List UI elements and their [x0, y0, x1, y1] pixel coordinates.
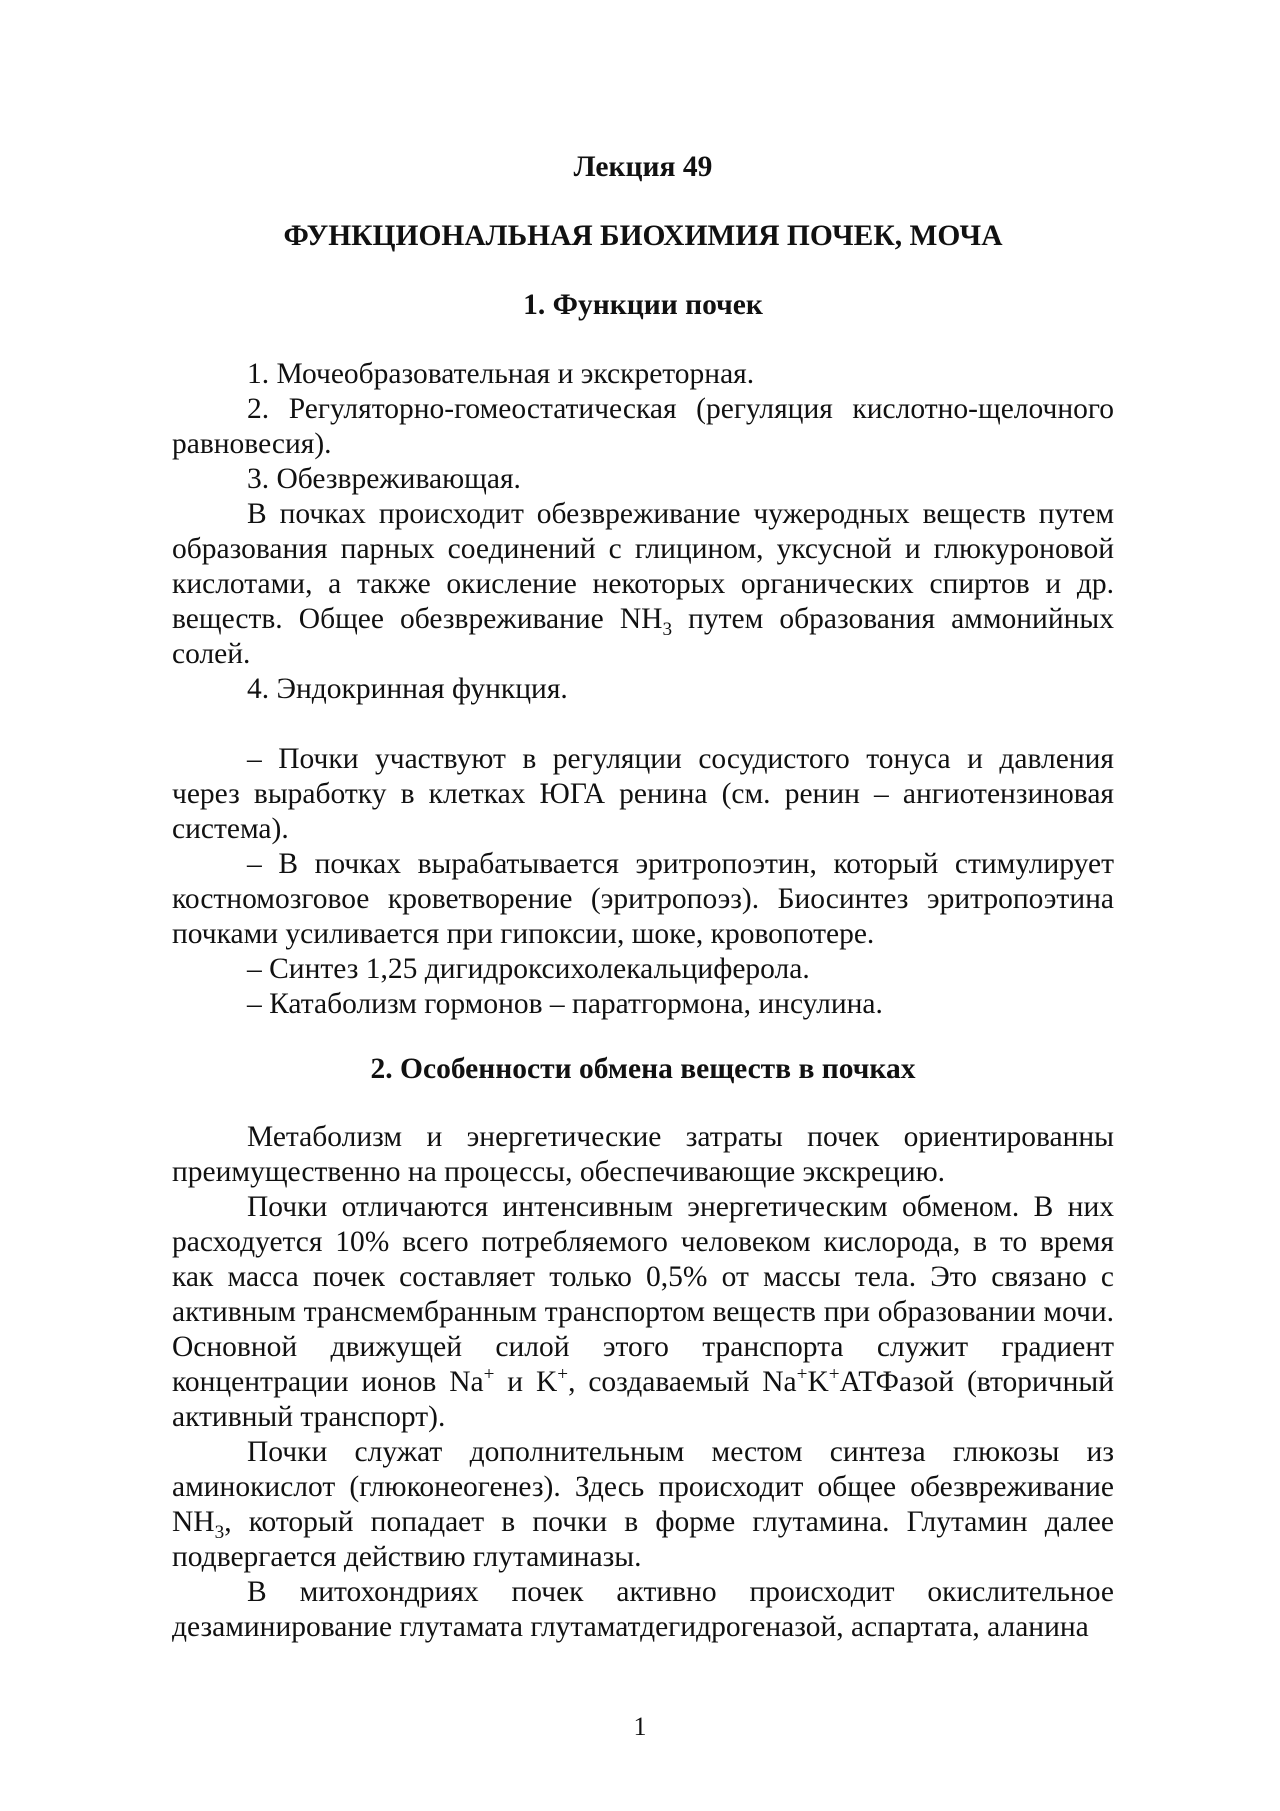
section-heading-metabolism: 2. Особенности обмена веществ в почках	[370, 1053, 916, 1085]
paragraph-calciferol: – Синтез 1,25 дигидроксихолекальциферола.	[247, 953, 810, 985]
paragraph-mitochondria: В митохондриях почек активно происходит окислительное дезаминирование глутамата глутаматдегидрогеназой, аспартата, аланина	[172, 1576, 1114, 1643]
list-item-urine-formation: 1. Мочеобразовательная и экскреторная.	[247, 358, 755, 390]
paragraph-hormone-catabolism: – Катаболизм гормонов – паратгормона, инсулина.	[247, 988, 883, 1020]
list-item-endocrine: 4. Эндокринная функция.	[247, 673, 568, 705]
list-item-detoxifying: 3. Обезвреживающая.	[247, 463, 521, 495]
main-title: ФУНКЦИОНАЛЬНАЯ БИОХИМИЯ ПОЧЕК, МОЧА	[283, 220, 1003, 252]
page-content	[172, 150, 1114, 1645]
paragraph-renin: – Почки участвуют в регуляции сосудистого тонуса и давления через выработку в клетках ЮГА ренина (см. ренин – ангиотензиновая система).	[172, 743, 1114, 845]
paragraph-gluconeogenesis: Почки служат дополнительным местом синтеза глюкозы из аминокислот (глюконеогенез). Здесь происходит общее обезвреживание $NH_3$, который попадает в почки в форме глутамина. Глутамин далее подвергается действию глутаминазы.	[172, 1436, 1114, 1573]
paragraph-erythropoietin: – В почках вырабатывается эритропоэтин, который стимулирует костномозговое кроветворение (эритропоэз). Биосинтез эритропоэтина почками усиливается при гипоксии, шоке, кровопотере.	[172, 848, 1114, 950]
page-number: 1	[633, 1712, 647, 1741]
paragraph-detoxification: В почках происходит обезвреживание чужеродных веществ путем образования парных соединений с глицином, уксусной и глюкуроновой кислотами, а также окисление некоторых органических спиртов и др. веществ. Общее обезвреживание $NH_3$ путем образования аммонийных солей.	[172, 498, 1114, 670]
list-item-homeostatic: 2. Регуляторно-гомеостатическая (регуляция кислотно-щелочного равновесия).	[172, 393, 1114, 460]
paragraph-energy-exchange: Почки отличаются интенсивным энергетическим обменом. В них расходуется 10% всего потребляемого человеком кислорода, в то время как масса почек составляет только 0,5% от массы тела. Это связано с активным трансмембранным транспортом веществ при образовании мочи. Основной движущей силой этого транспорта служит градиент концентрации ионов Na+ и K+, создаваемый Na+K+АТФазой (вторичный активный транспорт).	[172, 1191, 1114, 1433]
spacer	[172, 707, 1114, 742]
lecture-title: Лекция 49	[573, 151, 713, 183]
section-heading-functions: 1. Функции почек	[523, 289, 763, 321]
paragraph-metabolism: Метаболизм и энергетические затраты почек ориентированны преимущественно на процессы, обеспечивающие экскрецию.	[172, 1121, 1114, 1188]
